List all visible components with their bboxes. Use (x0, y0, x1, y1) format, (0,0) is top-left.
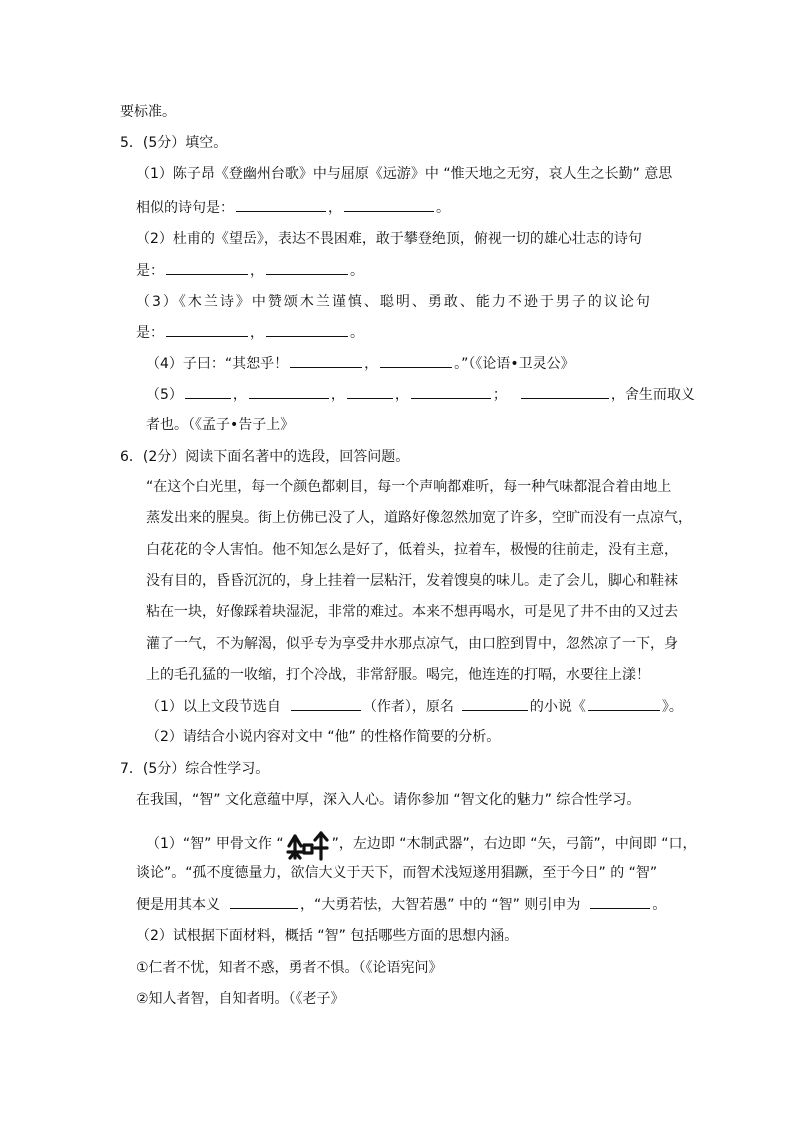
q5-5-line-a (146, 384, 695, 405)
passage-line-1: “在这个白光里，每一个颜色都刺目，每一个声响都难听，每一种气味都混合着由地上 (146, 479, 672, 495)
answer-blank[interactable] (588, 696, 660, 711)
answer-blank[interactable] (185, 384, 231, 399)
q5-3-sep: ， (250, 325, 264, 341)
line-top-fragment: 要标准。 (120, 104, 176, 120)
q5-4-end: 。”（《论语•卫灵公》 (454, 356, 575, 372)
answer-blank[interactable] (236, 197, 326, 212)
answer-blank[interactable] (521, 384, 609, 399)
q7-1-prefix: （1）“智” 甲骨文作 “ (146, 836, 284, 852)
q5-1-sep: ， (328, 200, 342, 216)
q6-1-line (146, 696, 683, 717)
answer-blank[interactable] (462, 696, 528, 711)
answer-blank[interactable] (380, 353, 452, 368)
q5-3-prefix: 是： (136, 325, 164, 341)
answer-blank[interactable] (347, 384, 393, 399)
answer-blank[interactable] (166, 260, 248, 275)
q5-2-line-a: （2）杜甫的《望岳》，表达不畏困难，敢于攀登绝顶，俯视一切的雄心壮志的诗句 (136, 231, 642, 247)
q7-1-line-b: 谈论”。“孤不度德量力，欲信大义于天下，而智术浅短遂用猖蹶，至于今日” 的 “智” (136, 865, 658, 881)
q5-4-prefix: （4）子曰：“其恕乎！ (146, 356, 289, 372)
q7-1-line-a (146, 828, 696, 868)
question-7-title: 7．(5分）综合性学习。 (120, 761, 270, 777)
q6-1-mid2: 的小说《 (529, 699, 586, 715)
q6-2-line: （2）请结合小说内容对文中 “他” 的性格作简要的分析。 (146, 729, 501, 745)
q5-1-line-a: （1）陈子昂《登幽州台歌》中与屈原《远游》中 “惟天地之无穷，哀人生之长勤” 意思 (136, 166, 673, 182)
q7-1-rest: ”，左边即 “木制武器”，右边即 “矢，弓箭”，中间即 “口， (331, 836, 697, 852)
answer-blank[interactable] (291, 696, 361, 711)
q5-1-prefix: 相似的诗句是： (136, 200, 234, 216)
q5-2-end: 。 (350, 263, 364, 279)
q6-1-end: 》。 (661, 699, 683, 715)
passage-line-6: 灌了一气，不为解渴，似乎专为享受井水那点凉气，由口腔到胃中，忽然凉了一下，身 (146, 636, 678, 652)
question-6-title: 6．(2分）阅读下面名著中的选段，回答问题。 (120, 449, 410, 465)
passage-line-2: 蒸发出来的腥臭。街上仿佛已没了人，道路好像忽然加宽了许多，空旷而没有一点凉气， (146, 510, 692, 526)
q5-2-prefix: 是： (136, 263, 164, 279)
answer-blank[interactable] (290, 353, 362, 368)
q5-5-line-b: 者也。（《孟子•告子上》 (146, 417, 295, 433)
passage-line-4: 没有目的，昏昏沉沉的，身上挂着一层粘汗，发着馊臭的味儿。走了会儿，脚心和鞋袜 (146, 573, 678, 589)
answer-blank[interactable] (166, 322, 248, 337)
material-2: ②知人者智，自知者明。（《老子》 (136, 991, 345, 1007)
passage-line-7: 上的毛孔猛的一收缩，打个冷战，非常舒服。喝完，他连连的打嗝，水要往上漾！ (146, 667, 650, 683)
q5-5-sep4: ； (492, 387, 507, 403)
q5-1-end: 。 (436, 200, 450, 216)
q5-5-sep1: ， (232, 387, 247, 403)
answer-blank[interactable] (230, 894, 298, 909)
q5-5-sep2: ， (330, 387, 345, 403)
answer-blank[interactable] (344, 197, 434, 212)
q7-1c-end: 。 (652, 897, 667, 913)
q5-2-sep: ， (250, 263, 264, 279)
answer-blank[interactable] (266, 260, 348, 275)
q7-1-line-c (136, 894, 666, 915)
material-1: ①仁者不忧，知者不惑，勇者不惧。（《论语宪问》 (136, 960, 443, 976)
answer-blank[interactable] (411, 384, 491, 399)
answer-blank[interactable] (249, 384, 329, 399)
answer-blank[interactable] (266, 322, 348, 337)
q5-2-line-b (136, 260, 364, 281)
passage-line-3: 白花花的令人害怕。他不知怎么是好了，低着头，拉着车，极慢的往前走，没有主意， (146, 542, 678, 558)
q5-3-line-b (136, 322, 364, 343)
q5-4-line (146, 353, 575, 374)
q5-4-sep: ， (364, 356, 379, 372)
passage-line-5: 粘在一块，好像踩着块湿泥，非常的难过。本来不想再喝水，可是见了井不由的又过去 (146, 604, 678, 620)
q5-5-prefix: （5） (146, 387, 183, 403)
q6-1-prefix: （1）以上文段节选自 (146, 699, 281, 715)
q5-5-end: ，舍生而取义 (610, 387, 695, 403)
q5-3-line-a: （3）《木兰诗》中赞颂木兰谨慎、聪明、勇敢、能力不逊于男子的议论句 (136, 294, 652, 310)
q5-5-sep3: ， (394, 387, 409, 403)
oracle-bone-zhi-icon (285, 828, 331, 868)
q7-2-line: （2）试根据下面材料，概括 “智” 包括哪些方面的思想内涵。 (136, 928, 519, 944)
q6-1-mid: （作者），原名 (362, 699, 454, 715)
q7-1c-mid: ，“大勇若怯，大智若愚” 中的 “智” 则引申为 (300, 897, 581, 913)
answer-blank[interactable] (590, 894, 650, 909)
q7-1c-prefix: 便是用其本义 (136, 897, 220, 913)
q5-1-line-b (136, 197, 450, 218)
q7-intro: 在我国，“智” 文化意蕴中厚，深入人心。请你参加 “智文化的魅力” 综合性学习。 (136, 792, 641, 808)
q5-3-end: 。 (350, 325, 364, 341)
question-5-title: 5．(5分）填空。 (120, 135, 228, 151)
